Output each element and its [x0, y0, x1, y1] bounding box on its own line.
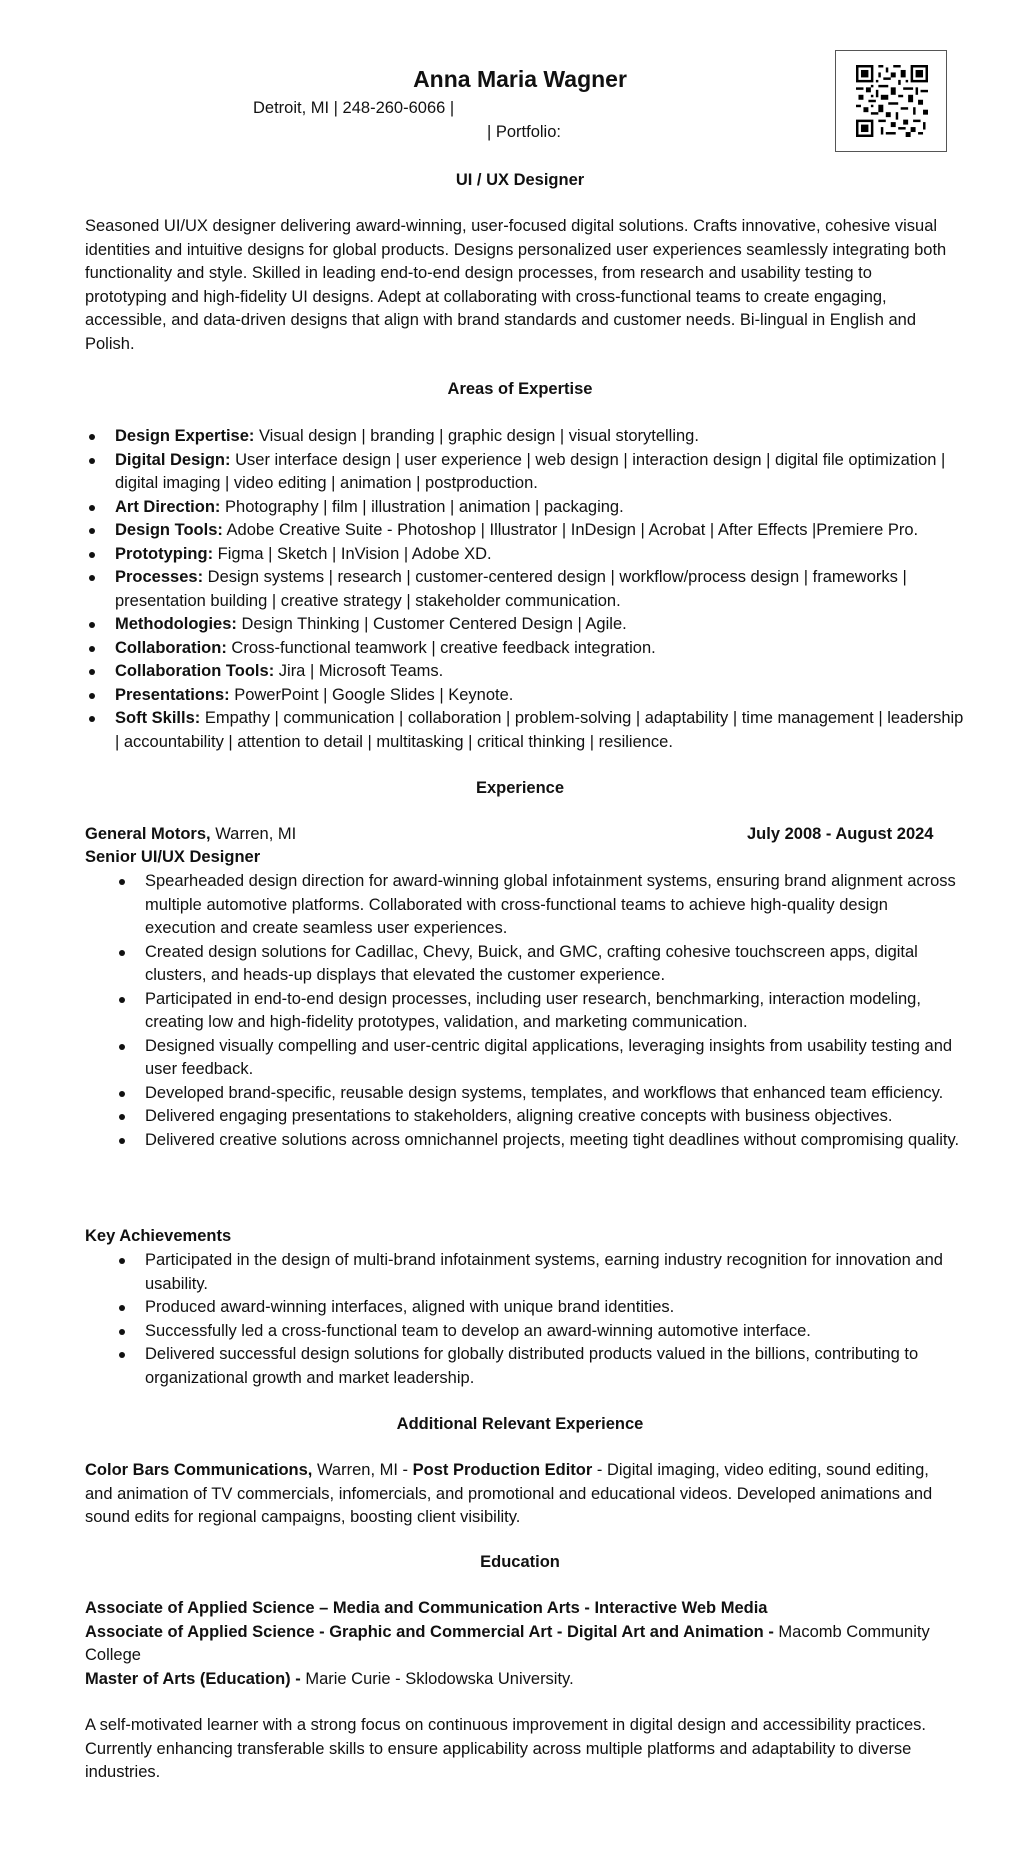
job-title: UI / UX Designer [455, 171, 585, 189]
achievements-heading: Key Achievements [85, 1227, 232, 1245]
list-item [85, 496, 965, 520]
item-text: Visual design | branding | graphic design | visual storytelling. [254, 427, 699, 445]
closing-text: A self-motivated learner with a strong focus on continuous improvement in digital design and accessibility practices. Currently enhancing transferable skills to ensure applicability across multiple platforms and adaptability to diverse industries. [85, 1716, 927, 1781]
list-item [85, 637, 965, 661]
list-item [85, 684, 965, 708]
item-text: User interface design | user experience | web design | interaction design | digital file optimization | digital imaging | video editing | animation | postproduction. [115, 450, 946, 492]
job-role: Senior UI/UX Designer [85, 848, 261, 866]
item-text: Jira | Microsoft Teams. [274, 662, 444, 680]
achievements-list [115, 1249, 963, 1390]
degree-school: Macomb Community College [85, 1622, 930, 1664]
additional-company: Color Bars Communications, [85, 1461, 313, 1479]
degree-title: Master of Arts (Education) - [85, 1669, 301, 1688]
item-text: Empathy | communication | collaboration | problem-solving | adaptability | time management | leadership | accountability | attention to detail | multitasking | critical thinking | resilience. [115, 709, 964, 751]
list-item [85, 566, 965, 613]
list-item [85, 707, 965, 754]
additional-experience [85, 1459, 955, 1530]
item-label: Design Expertise: [115, 427, 255, 445]
list-item [85, 613, 965, 637]
education-heading: Education [480, 1553, 560, 1571]
experience-bullets [115, 870, 963, 1152]
expertise-list [85, 425, 965, 754]
item-label: Art Direction: [115, 497, 221, 516]
list-item [85, 449, 965, 496]
list-item [85, 660, 965, 684]
expertise-heading: Areas of Expertise [447, 380, 593, 398]
list-item [85, 425, 965, 449]
list-item [85, 543, 965, 567]
list-item: Delivered creative solutions across omnichannel projects, meeting tight deadlines without compromising quality. [115, 1129, 963, 1153]
job-dates: July 2008 - August 2024 [747, 825, 934, 843]
item-label: Collaboration: [115, 638, 227, 657]
degree-2 [85, 1621, 955, 1668]
item-label: Presentations: [115, 685, 230, 704]
list-item: Delivered successful design solutions for globally distributed products valued in the billions, contributing to organizational growth and market leadership. [115, 1343, 963, 1390]
summary-text: Seasoned UI/UX designer delivering award-winning, user-focused digital solutions. Crafts innovative, cohesive visual identities and intuitive designs for global products. Designs personalized user experiences seamlessly integrating both functionality and style. Skilled in leading end-to-end design processes, from research and usability testing to prototyping and high-fidelity UI designs. Adept at collaborating with cross-functional teams to create engaging, accessible, and data-driven designs that align with brand standards and customer needs. Bi-lingual in English and Polish. [85, 217, 947, 353]
degree-title: Associate of Applied Science – Media and Communication Arts - Interactive Web Media [85, 1599, 768, 1617]
list-item: Designed visually compelling and user-centric digital applications, leveraging insights from usability testing and user feedback. [115, 1035, 963, 1082]
list-item: Participated in end-to-end design processes, including user research, benchmarking, interaction modeling, creating low and high-fidelity prototypes, validation, and marketing communication. [115, 988, 963, 1035]
item-text: Figma | Sketch | InVision | Adobe XD. [213, 544, 492, 563]
item-label: Soft Skills: [115, 709, 201, 727]
qr-code-icon [856, 65, 928, 137]
item-label: Processes: [115, 568, 204, 586]
item-label: Digital Design: [115, 450, 231, 469]
degree-3 [85, 1668, 955, 1692]
closing-statement [85, 1714, 955, 1785]
item-label: Design Tools: [115, 521, 223, 539]
education-list [85, 1597, 955, 1691]
list-item: Delivered engaging presentations to stakeholders, aligning creative concepts with business objectives. [115, 1105, 963, 1129]
additional-text [85, 1459, 955, 1530]
list-item: Produced award-winning interfaces, aligned with unique brand identities. [115, 1296, 963, 1320]
summary [85, 215, 955, 356]
job-header [85, 823, 955, 847]
item-text: Design systems | research | customer-centered design | workflow/process design | frameworks | presentation building | creative strategy | stakeholder communication. [115, 568, 907, 610]
qr-code [835, 50, 947, 152]
degree-school: Marie Curie - Sklodowska University. [300, 1669, 574, 1688]
additional-role: Post Production Editor [412, 1461, 593, 1479]
list-item: Developed brand-specific, reusable design systems, templates, and workflows that enhanced team efficiency. [115, 1082, 963, 1106]
company-name: General Motors, [85, 825, 211, 843]
experience-heading: Experience [475, 779, 565, 797]
item-text: Design Thinking | Customer Centered Design | Agile. [236, 615, 627, 633]
item-label: Collaboration Tools: [115, 662, 275, 680]
item-label: Methodologies: [115, 615, 237, 633]
company-location: Warren, MI [210, 825, 297, 843]
list-item: Created design solutions for Cadillac, Chevy, Buick, and GMC, crafting cohesive touchscreen apps, digital clusters, and heads-up displays that elevated the customer experience. [115, 941, 963, 988]
item-text: Adobe Creative Suite - Photoshop | Illustrator | InDesign | Acrobat | After Effects |Premiere Pro. [222, 521, 919, 539]
contact-line-1: Detroit, MI | 248-260-6066 | [253, 99, 455, 117]
item-text: Photography | film | illustration | animation | packaging. [220, 497, 624, 516]
degree-title: Associate of Applied Science - Graphic and Commercial Art - Digital Art and Animation - [85, 1622, 774, 1641]
additional-location: Warren, MI - [312, 1461, 413, 1479]
list-item: Spearheaded design direction for award-winning global infotainment systems, ensuring brand alignment across multiple automotive platforms. Collaborated with cross-functional teams to achieve high-quality design execution and create seamless user experiences. [115, 870, 963, 941]
candidate-name: Anna Maria Wagner [413, 66, 627, 92]
additional-heading: Additional Relevant Experience [396, 1415, 644, 1433]
item-text: PowerPoint | Google Slides | Keynote. [229, 685, 514, 704]
list-item: Successfully led a cross-functional team to develop an award-winning automotive interface. [115, 1320, 963, 1344]
item-text: Cross-functional teamwork | creative feedback integration. [226, 638, 656, 657]
item-label: Prototyping: [115, 544, 214, 563]
degree-1 [85, 1597, 955, 1621]
list-item: Participated in the design of multi-brand infotainment systems, earning industry recognition for innovation and usability. [115, 1249, 963, 1296]
additional-description: - Digital imaging, video editing, sound editing, and animation of TV commercials, infomercials, and promotional and educational videos. Developed animations and sound edits for regional campaigns, boosting client visibility. [85, 1461, 933, 1526]
contact-line-2: | Portfolio: [487, 123, 561, 141]
list-item [85, 519, 965, 543]
